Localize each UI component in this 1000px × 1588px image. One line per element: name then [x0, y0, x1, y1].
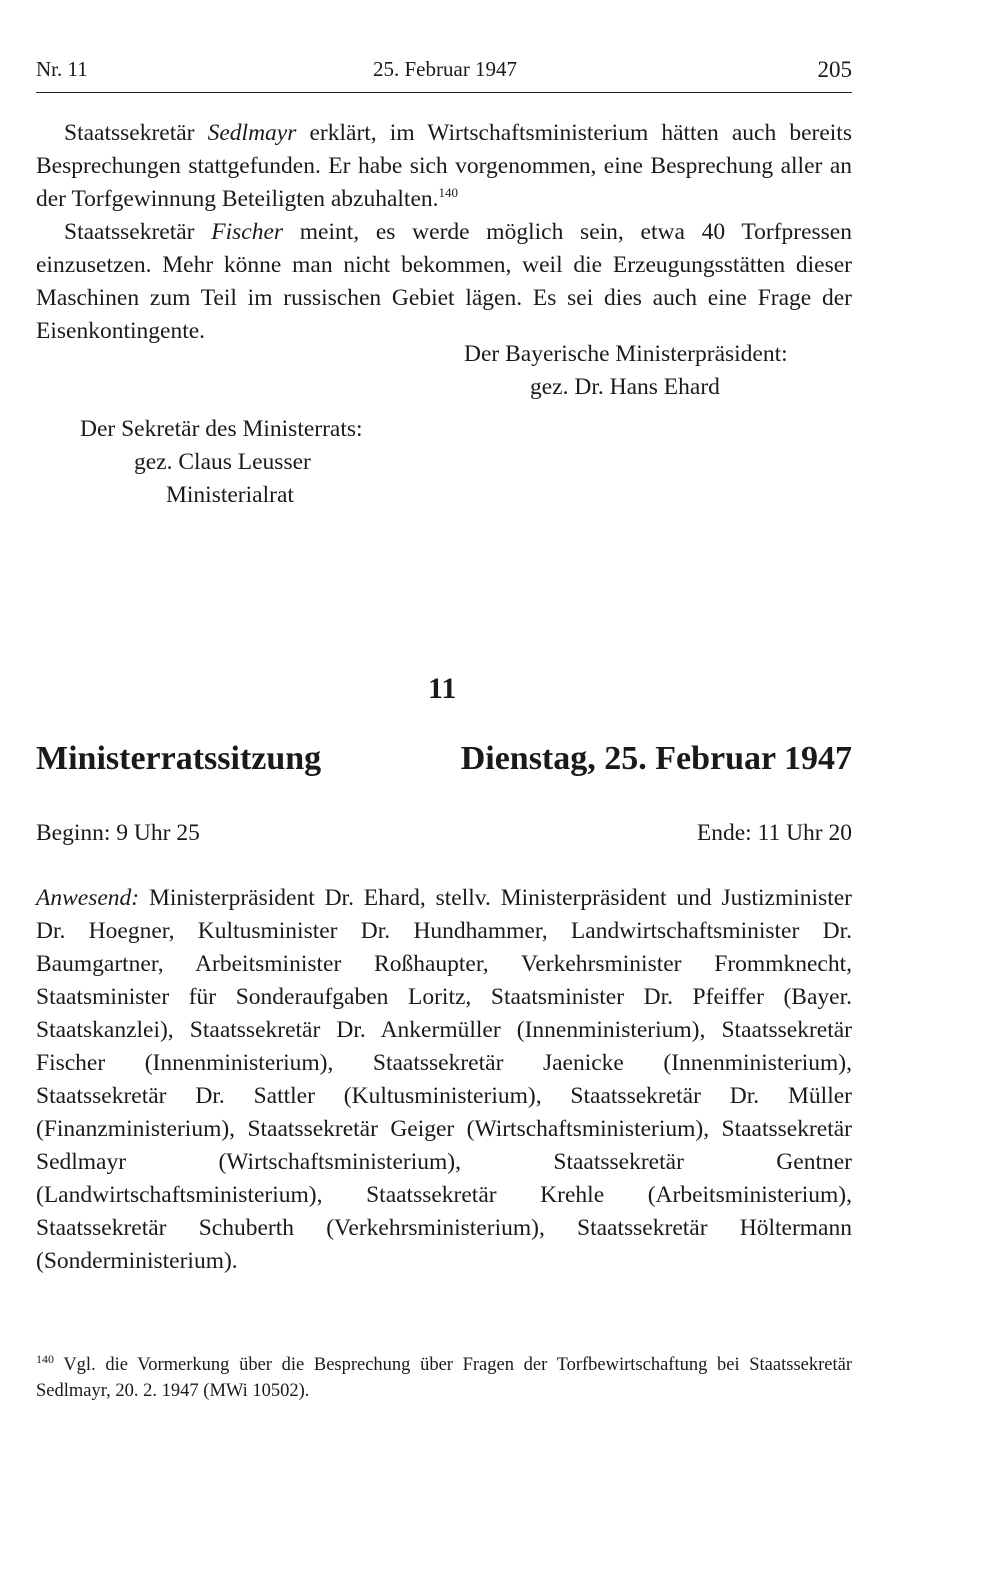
signature-name: gez. Claus Leusser	[134, 449, 311, 475]
signature-title: Ministerialrat	[166, 482, 294, 508]
attendance-paragraph	[36, 882, 852, 1278]
header-date: 25. Februar 1947	[373, 57, 518, 81]
speaker-name: Fischer	[211, 219, 284, 245]
attendance-label: Anwesend:	[36, 885, 140, 911]
speaker-name: Sedlmayr	[207, 120, 297, 146]
signature-president	[464, 338, 864, 404]
paragraph-text: Staatssekretär	[64, 219, 212, 245]
signature-secretary	[80, 413, 480, 512]
footnote-ref: 140	[438, 185, 459, 200]
header-rule	[36, 92, 852, 93]
footnote	[36, 1352, 852, 1404]
page-number: 205	[817, 57, 852, 82]
paragraph-text: meint, es werde möglich sein, etwa 40 Torfpressen einzusetzen. Mehr könne man nicht bekommen, weil die Erzeugungsstätten dieser Maschinen zum Teil im russischen Gebiet lägen. Es sei dies auch eine Frage der Eisenkontingente.	[36, 219, 852, 344]
paragraph-fischer	[36, 216, 852, 348]
session-number: 11	[428, 672, 457, 705]
signature-role: Der Sekretär des Ministerrats:	[80, 416, 363, 442]
footnote-text: Vgl. die Vormerkung über die Besprechung über Fragen der Torfbewirtschaftung bei Staatssekretär Sedlmayr, 20. 2. 1947 (MWi 10502).	[36, 1355, 852, 1401]
paragraph-sedlmayr	[36, 117, 852, 216]
session-title: Ministerratssitzung	[36, 740, 322, 777]
signature-name: gez. Dr. Hans Ehard	[530, 374, 720, 400]
paragraph-text: erklärt, im Wirtschaftsministerium hätten auch bereits Besprechungen stattgefunden. Er habe sich vorgenommen, eine Besprechung aller an der Torfgewinnung Beteiligten abzuhalten.	[36, 120, 852, 212]
paragraph-text: Staatssekretär	[64, 120, 208, 146]
attendance-list: Ministerpräsident Dr. Ehard, stellv. Ministerpräsident und Justizminister Dr. Hoegner, Kultusminister Dr. Hundhammer, Landwirtschaftsminister Dr. Baumgartner, Arbeitsminister Roßhaupter, Verkehrsminister Frommknecht, Staatsminister für Sonderaufgaben Loritz, Staatsminister Dr. Pfeiffer (Bayer. Staatskanzlei), Staatssekretär Dr. Ankermüller (Innenministerium), Staatssekretär Fischer (Innenministerium), Staatssekretär Jaenicke (Innenministerium), Staatssekretär Dr. Sattler (Kultusministerium), Staatssekretär Dr. Müller (Finanzministerium), Staatssekretär Geiger (Wirtschaftsministerium), Staatssekretär Sedlmayr (Wirtschaftsministerium), Staatssekretär Gentner (Landwirtschaftsministerium), Staatssekretär Krehle (Arbeitsministerium), Staatssekretär Schuberth (Verkehrsministerium), Staatssekretär Höltermann (Sonderministerium).	[36, 885, 852, 1274]
issue-number: Nr. 11	[36, 57, 88, 81]
session-date: Dienstag, 25. Februar 1947	[460, 740, 852, 777]
session-end: Ende: 11 Uhr 20	[696, 820, 852, 846]
running-header	[36, 57, 852, 89]
footnote-number: 140	[36, 1352, 54, 1366]
session-begin: Beginn: 9 Uhr 25	[36, 820, 200, 846]
minutes-text	[36, 117, 852, 348]
signature-role: Der Bayerische Ministerpräsident:	[464, 341, 788, 367]
